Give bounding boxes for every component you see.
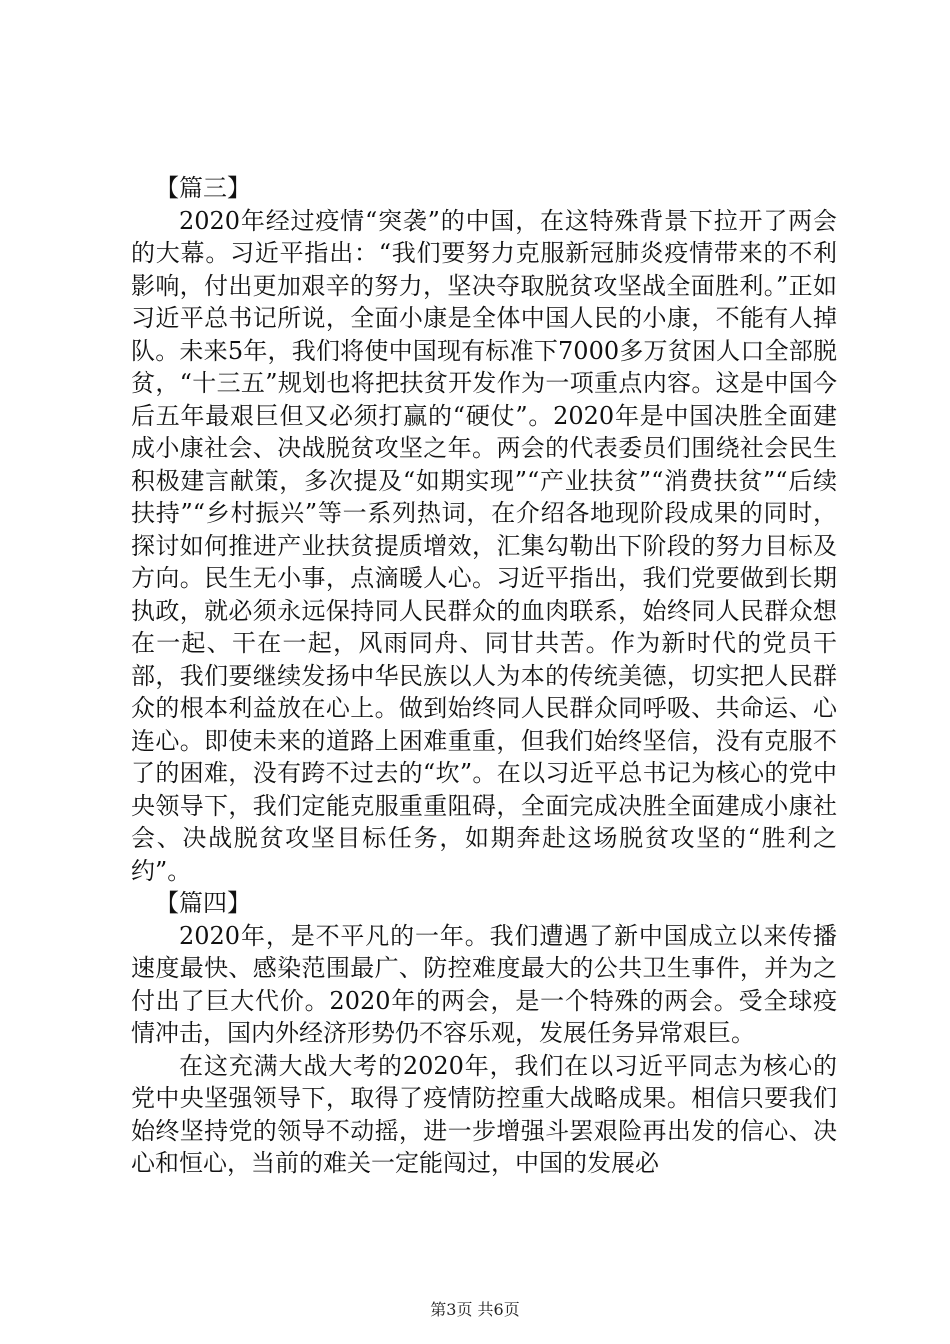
document-body xyxy=(131,172,837,1180)
section-3-paragraph: 2020年经过疫情“突袭”的中国，在这特殊背景下拉开了两会的大幕。习近平指出：“我们要努力克服新冠肺炎疫情带来的不利影响，付出更加艰辛的努力，坚决夺取脱贫攻坚战全面胜利。”正如习近平总书记所说，全面小康是全体中国人民的小康，不能有人掉队。未来5年，我们将使中国现有标准下7000多万贫困人口全部脱贫，“十三五”规划也将把扶贫开发作为一项重点内容。这是中国今后五年最艰巨但又必须打赢的“硬仗”。2020年是中国决胜全面建成小康社会、决战脱贫攻坚之年。两会的代表委员们围绕社会民生积极建言献策，多次提及“如期实现”“产业扶贫”“消费扶贫”“后续扶持”“乡村振兴”等一系列热词，在介绍各地现阶段成果的同时，探讨如何推进产业扶贫提质增效，汇集勾勒出下阶段的努力目标及方向。民生无小事，点滴暖人心。习近平指出，我们党要做到长期执政，就必须永远保持同人民群众的血肉联系，始终同人民群众想在一起、干在一起，风雨同舟、同甘共苦。作为新时代的党员干部，我们要继续发扬中华民族以人为本的传统美德，切实把人民群众的根本利益放在心上。做到始终同人民群众同呼吸、共命运、心连心。即使未来的道路上困难重重，但我们始终坚信，没有克服不了的困难，没有跨不过去的“坎”。在以习近平总书记为核心的党中央领导下，我们定能克服重重阻碍，全面完成决胜全面建成小康社会、决战脱贫攻坚目标任务，如期奔赴这场脱贫攻坚的“胜利之约”。 xyxy=(131,206,837,885)
section-heading-4: 【篇四】 xyxy=(155,889,251,917)
section-4-paragraph-2: 在这充满大战大考的2020年，我们在以习近平同志为核心的党中央坚强领导下，取得了疫情防控重大战略成果。相信只要我们始终坚持党的领导不动摇，进一步增强斗罢艰险再出发的信心、决心和恒心，当前的难关一定能闯过，中国的发展必 xyxy=(131,1051,837,1177)
page-number-footer: 第3页 共6页 xyxy=(430,1300,520,1319)
section-4-paragraph-1: 2020年，是不平凡的一年。我们遭遇了新中国成立以来传播速度最快、感染范围最广、防控难度最大的公共卫生事件，并为之付出了巨大代价。2020年的两会，是一个特殊的两会。受全球疫情冲击，国内外经济形势仍不容乐观，发展任务异常艰巨。 xyxy=(131,921,837,1047)
section-heading-3: 【篇三】 xyxy=(155,174,251,202)
